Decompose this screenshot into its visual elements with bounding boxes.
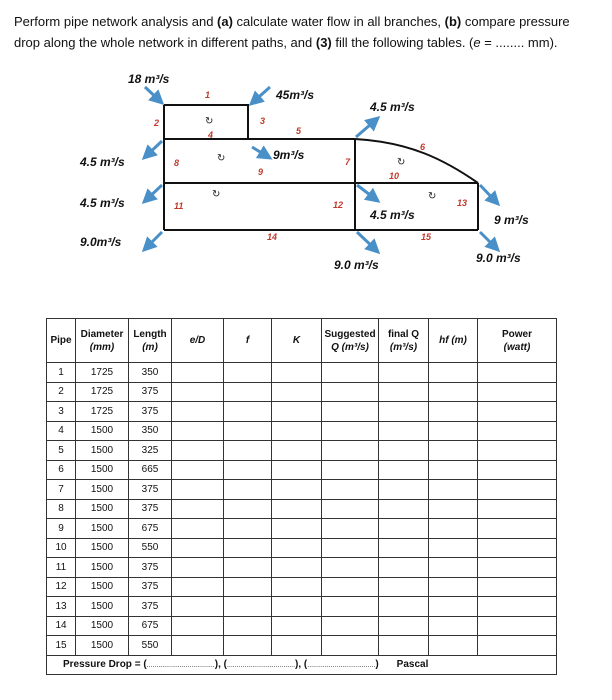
cell-e-d[interactable] [172,441,224,461]
col-header-suggested-q [322,319,379,363]
final-q-label: final Q [387,328,420,340]
cell-f[interactable] [224,499,272,519]
flow-arrows [144,87,498,252]
cell-k[interactable] [272,499,322,519]
flow-label-bottom-out-2: 9.0 m³/s [476,251,521,265]
pressure-drop-row [47,655,557,675]
cell-final-q[interactable] [379,597,429,617]
col-header-diameter [76,319,129,363]
table-row [47,558,557,578]
pipe-network-diagram [0,0,612,300]
cell-suggested-q[interactable] [322,460,379,480]
loop-direction-icon: ↻ [397,157,406,168]
flow-label-left-out-2: 4.5 m³/s [80,196,125,210]
flow-label-left-out-1: 4.5 m³/s [80,155,125,169]
arrow-right-out [480,185,498,204]
cell-length: 550 [129,538,172,558]
pipe-number: 12 [333,200,344,210]
table-row [47,636,557,656]
pipe-number: 14 [267,232,278,242]
pipe-number: 3 [260,116,266,126]
cell-diameter: 1500 [76,480,129,500]
cell-power[interactable] [478,402,557,422]
part-3-label: (3) [315,35,332,50]
cell-k[interactable] [272,382,322,402]
arrow-left-out-1 [144,141,162,158]
part-a-label: (a) [217,14,233,29]
pipe-number: 2 [154,118,160,128]
problem-text: Perform pipe network analysis and [14,14,218,29]
suggested-label: Suggested [324,328,376,340]
cell-length: 375 [129,402,172,422]
table-row [47,519,557,539]
arrow-bottom-out-2 [480,232,498,250]
flow-label-mid-5: 9m³/s [273,148,305,162]
cell-power[interactable] [478,616,557,636]
cell-e-d[interactable] [172,577,224,597]
cell-diameter: 1500 [76,519,129,539]
cell-final-q[interactable] [379,499,429,519]
cell-f[interactable] [224,402,272,422]
cell-length: 665 [129,460,172,480]
table-row [47,363,557,383]
cell-power[interactable] [478,597,557,617]
table-row [47,597,557,617]
cell-length: 675 [129,519,172,539]
cell-pipe: 7 [47,480,76,500]
cell-e-d[interactable] [172,460,224,480]
loop-direction-icon: ↻ [217,153,226,164]
cell-length: 375 [129,480,172,500]
power-unit: (watt) [503,341,531,353]
pressure-drop-unit: Pascal [396,659,429,671]
final-q-unit: (m³/s) [389,341,418,353]
cell-suggested-q[interactable] [322,421,379,441]
cell-power[interactable] [478,538,557,558]
problem-text: drop along the whole network in different paths, and [14,35,316,50]
cell-power[interactable] [478,636,557,656]
cell-e-d[interactable] [172,616,224,636]
cell-pipe: 9 [47,519,76,539]
cell-f[interactable] [224,558,272,578]
cell-e-d[interactable] [172,421,224,441]
flow-label-left-out-3: 9.0m³/s [80,235,122,249]
pipe-number: 1 [205,90,211,100]
flow-label-mid-right: 4.5 m³/s [370,208,415,222]
cell-length: 550 [129,636,172,656]
cell-hf[interactable] [429,499,478,519]
cell-suggested-q[interactable] [322,538,379,558]
loop-direction-icon: ↻ [428,191,437,202]
cell-suggested-q[interactable] [322,363,379,383]
cell-diameter: 1500 [76,597,129,617]
table-row [47,499,557,519]
col-header-e-d: e/D [172,319,224,363]
pipe-number: 10 [389,171,400,181]
cell-e-d[interactable] [172,480,224,500]
cell-pipe: 12 [47,577,76,597]
cell-k[interactable] [272,480,322,500]
problem-text: = ........ mm). [480,35,558,50]
cell-k[interactable] [272,616,322,636]
cell-diameter: 1725 [76,382,129,402]
table-row [47,402,557,422]
cell-diameter: 1725 [76,363,129,383]
cell-hf[interactable] [429,538,478,558]
cell-hf[interactable] [429,597,478,617]
cell-pipe: 8 [47,499,76,519]
cell-hf[interactable] [429,577,478,597]
cell-f[interactable] [224,597,272,617]
table-row [47,480,557,500]
cell-final-q[interactable] [379,558,429,578]
cell-e-d[interactable] [172,499,224,519]
cell-diameter: 1725 [76,402,129,422]
length-label: Length [133,328,167,340]
cell-hf[interactable] [429,402,478,422]
cell-suggested-q[interactable] [322,616,379,636]
cell-pipe: 1 [47,363,76,383]
pressure-drop-label: Pressure Drop = ( [63,659,147,671]
cell-power[interactable] [478,441,557,461]
cell-f[interactable] [224,519,272,539]
cell-f[interactable] [224,460,272,480]
roughness-symbol: e [473,35,481,50]
cell-pipe: 6 [47,460,76,480]
arrow-bottom-out-1 [357,232,378,252]
cell-f[interactable] [224,421,272,441]
cell-length: 350 [129,363,172,383]
cell-pipe: 10 [47,538,76,558]
table-row [47,460,557,480]
flow-label-inflow-top: 18 m³/s [128,72,170,86]
cell-e-d[interactable] [172,519,224,539]
cell-power[interactable] [478,382,557,402]
cell-hf[interactable] [429,616,478,636]
table-row [47,577,557,597]
cell-pipe: 14 [47,616,76,636]
cell-final-q[interactable] [379,460,429,480]
cell-hf[interactable] [429,382,478,402]
cell-suggested-q[interactable] [322,499,379,519]
cell-diameter: 1500 [76,460,129,480]
power-label: Power [501,328,532,340]
cell-k[interactable] [272,597,322,617]
col-header-final-q [379,319,429,363]
cell-power[interactable] [478,363,557,383]
cell-pipe: 15 [47,636,76,656]
problem-text: fill the following tables. ( [331,35,474,50]
cell-diameter: 1500 [76,538,129,558]
cell-diameter: 1500 [76,499,129,519]
cell-length: 375 [129,558,172,578]
cell-k[interactable] [272,519,322,539]
cell-k[interactable] [272,421,322,441]
pressure-drop-cell [47,655,557,675]
cell-power[interactable] [478,499,557,519]
cell-suggested-q[interactable] [322,441,379,461]
cell-power[interactable] [478,460,557,480]
cell-f[interactable] [224,441,272,461]
col-header-hf: hf (m) [429,319,478,363]
cell-power[interactable] [478,558,557,578]
pressure-drop-blank[interactable]: ................................... [146,662,215,670]
cell-final-q[interactable] [379,538,429,558]
table-row [47,616,557,636]
cell-diameter: 1500 [76,441,129,461]
cell-pipe: 11 [47,558,76,578]
cell-pipe: 3 [47,402,76,422]
diameter-label: Diameter [80,328,124,340]
cell-length: 375 [129,382,172,402]
cell-hf[interactable] [429,480,478,500]
cell-hf[interactable] [429,558,478,578]
problem-text: compare pressure [461,14,570,29]
pressure-drop-close: ) [375,659,379,671]
pipe-number: 15 [421,232,432,242]
cell-final-q[interactable] [379,382,429,402]
table-row [47,538,557,558]
cell-length: 350 [129,421,172,441]
arrow-inflow-18 [145,87,162,103]
pipe-number: 11 [174,201,184,211]
cell-hf[interactable] [429,636,478,656]
cell-length: 375 [129,577,172,597]
cell-power[interactable] [478,519,557,539]
problem-text: calculate water flow in all branches, [232,14,445,29]
length-unit: (m) [142,341,158,353]
cell-length: 325 [129,441,172,461]
cell-final-q[interactable] [379,441,429,461]
cell-length: 375 [129,499,172,519]
table-row [47,421,557,441]
cell-length: 375 [129,597,172,617]
cell-e-d[interactable] [172,538,224,558]
cell-suggested-q[interactable] [322,636,379,656]
cell-power[interactable] [478,421,557,441]
cell-f[interactable] [224,616,272,636]
cell-k[interactable] [272,363,322,383]
cell-f[interactable] [224,636,272,656]
pipe-number: 13 [457,198,468,208]
cell-pipe: 13 [47,597,76,617]
cell-f[interactable] [224,577,272,597]
table-header-row [47,319,557,363]
cell-power[interactable] [478,480,557,500]
cell-e-d[interactable] [172,636,224,656]
cell-suggested-q[interactable] [322,558,379,578]
cell-f[interactable] [224,480,272,500]
diameter-unit: (mm) [89,341,115,353]
cell-diameter: 1500 [76,616,129,636]
cell-e-d[interactable] [172,363,224,383]
cell-hf[interactable] [429,460,478,480]
cell-final-q[interactable] [379,577,429,597]
cell-e-d[interactable] [172,558,224,578]
cell-pipe: 4 [47,421,76,441]
cell-hf[interactable] [429,441,478,461]
col-header-pipe: Pipe [47,319,76,363]
cell-hf[interactable] [429,363,478,383]
cell-suggested-q[interactable] [322,519,379,539]
cell-k[interactable] [272,460,322,480]
table-row [47,441,557,461]
cell-suggested-q[interactable] [322,597,379,617]
pipe-number: 7 [345,157,351,167]
col-header-k: K [272,319,322,363]
cell-k[interactable] [272,538,322,558]
cell-final-q[interactable] [379,519,429,539]
pipe-number: 9 [258,167,264,177]
arrow-mid-5 [252,147,270,158]
cell-diameter: 1500 [76,577,129,597]
pipe-number: 4 [208,130,214,140]
loop-direction-icon: ↻ [205,116,214,127]
arrow-out-right-top [356,118,378,137]
cell-f[interactable] [224,382,272,402]
cell-final-q[interactable] [379,402,429,422]
arrow-mid-right [357,185,378,201]
cell-k[interactable] [272,636,322,656]
pressure-drop-separator: ), ( [214,659,227,671]
pipe-table [46,318,557,675]
cell-final-q[interactable] [379,363,429,383]
flow-label-out-right-top: 4.5 m³/s [370,100,415,114]
flow-label-inflow-top2: 45m³/s [276,88,315,102]
pressure-drop-blank[interactable]: ................................... [307,662,376,670]
pipe-number: 6 [420,142,426,152]
cell-suggested-q[interactable] [322,577,379,597]
col-header-f: f [224,319,272,363]
cell-hf[interactable] [429,519,478,539]
cell-suggested-q[interactable] [322,382,379,402]
arrow-left-out-3 [144,232,162,250]
cell-hf[interactable] [429,421,478,441]
cell-final-q[interactable] [379,616,429,636]
flow-label-bottom-out-1: 9.0 m³/s [334,258,379,272]
flow-label-right-out: 9 m³/s [494,213,529,227]
pressure-drop-blank[interactable]: ................................... [226,662,296,670]
arrow-inflow-45 [251,87,270,104]
cell-final-q[interactable] [379,421,429,441]
cell-e-d[interactable] [172,382,224,402]
cell-f[interactable] [224,363,272,383]
part-b-label: (b) [444,14,462,29]
col-header-length [129,319,172,363]
cell-pipe: 5 [47,441,76,461]
col-header-power [478,319,557,363]
cell-k[interactable] [272,402,322,422]
cell-final-q[interactable] [379,480,429,500]
pipe-number: 8 [174,158,180,168]
loop-direction-icon: ↻ [212,189,221,200]
cell-e-d[interactable] [172,402,224,422]
cell-diameter: 1500 [76,558,129,578]
pipe-curved [355,139,478,183]
cell-suggested-q[interactable] [322,480,379,500]
cell-length: 675 [129,616,172,636]
cell-diameter: 1500 [76,421,129,441]
suggested-unit: Q (m³/s) [331,341,369,353]
table-body [47,363,557,656]
cell-f[interactable] [224,538,272,558]
cell-diameter: 1500 [76,636,129,656]
cell-k[interactable] [272,558,322,578]
pressure-drop-separator: ), ( [295,659,308,671]
pipe-number: 5 [296,126,302,136]
cell-pipe: 2 [47,382,76,402]
cell-k[interactable] [272,577,322,597]
arrow-left-out-2 [144,185,162,202]
table-row [47,382,557,402]
cell-k[interactable] [272,441,322,461]
cell-final-q[interactable] [379,636,429,656]
cell-suggested-q[interactable] [322,402,379,422]
cell-e-d[interactable] [172,597,224,617]
cell-power[interactable] [478,577,557,597]
